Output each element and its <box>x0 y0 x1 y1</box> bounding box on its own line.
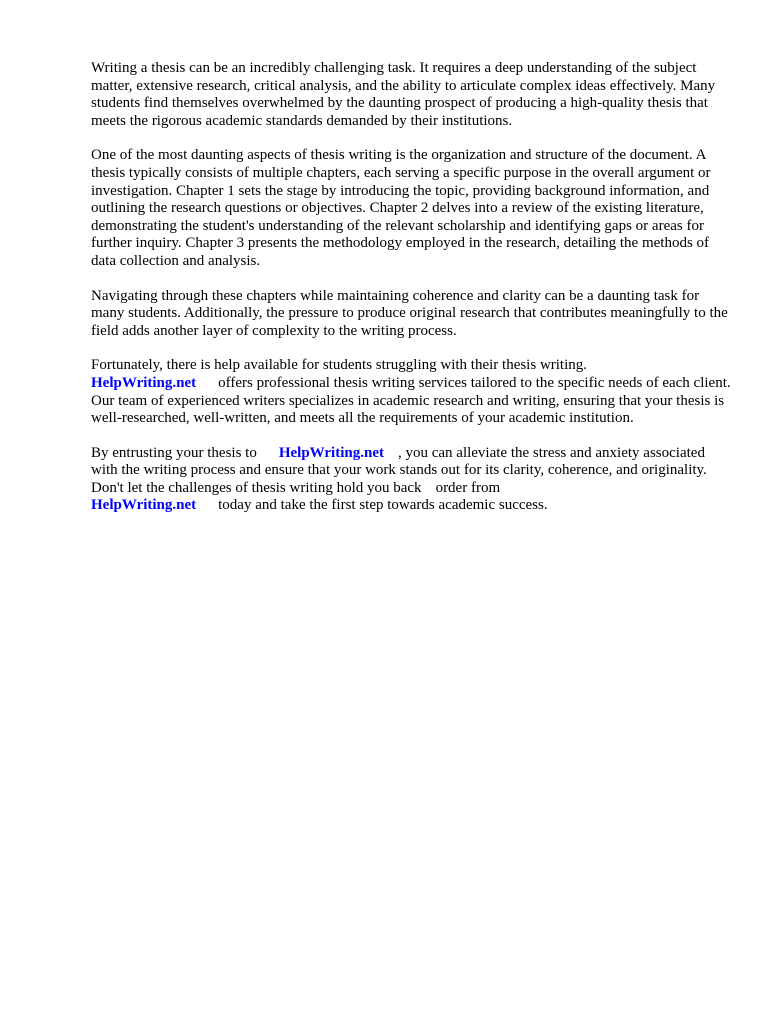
paragraph-structure-text: One of the most daunting aspects of thesis writing is the organization and structure of the document. A thesis typically consists of multiple chapters, each serving a specific purpose in the overall argument or investigation. Chapter 1 sets the stage by introducing the topic, providing background information, and outlining the research questions or objectives. Chapter 2 delves into a review of the existing literature, demonstrating the student's understanding of the relevant scholarship and identifying gaps or areas for further inquiry. Chapter 3 presents the methodology employed in the research, detailing the methods of data collection and analysis. <box>91 147 711 269</box>
helpwriting-link-2[interactable]: HelpWriting.net <box>278 444 384 461</box>
paragraph-intro <box>91 60 731 130</box>
paragraph-structure <box>91 147 731 270</box>
paragraph-entrusting-order: order from <box>435 479 501 496</box>
paragraph-navigating-text: Navigating through these chapters while maintaining coherence and clarity can be a daunting task for many students. Additionally, the pressure to produce original research that contributes meaningfully to the field adds another layer of complexity to the writing process. <box>91 287 728 339</box>
document-body <box>91 60 731 532</box>
paragraph-entrusting-middle: , you can alleviate the stress and anxiety associated with the writing process and ensure that your work stands out for its clarity, coherence, and originality. Don't let the challenges of thesis writing hold you back <box>91 444 707 496</box>
paragraph-help-intro: Fortunately, there is help available for students struggling with their thesis writing. <box>91 357 588 374</box>
helpwriting-link-3[interactable]: HelpWriting.net <box>91 497 197 514</box>
paragraph-entrusting-end: today and take the first step towards academic success. <box>218 497 548 514</box>
paragraph-intro-text: Writing a thesis can be an incredibly challenging task. It requires a deep understanding of the subject matter, extensive research, critical analysis, and the ability to articulate complex ideas effectively. Many students find themselves overwhelmed by the daunting prospect of producing a high-quality thesis that meets the rigorous academic standards demanded by their institutions. <box>91 60 716 129</box>
paragraph-entrusting-start: By entrusting your thesis to <box>91 444 257 461</box>
paragraph-help <box>91 357 731 427</box>
paragraph-entrusting <box>91 445 731 515</box>
paragraph-navigating <box>91 288 731 341</box>
helpwriting-link-1[interactable]: HelpWriting.net <box>91 374 197 391</box>
paragraph-help-rest: offers professional thesis writing services tailored to the specific needs of each client. Our team of experienced writers specializes in academic research and writing, ensuring that your thesis is well-researched, well-written, and meets all the requirements of your academic institution. <box>91 374 731 427</box>
